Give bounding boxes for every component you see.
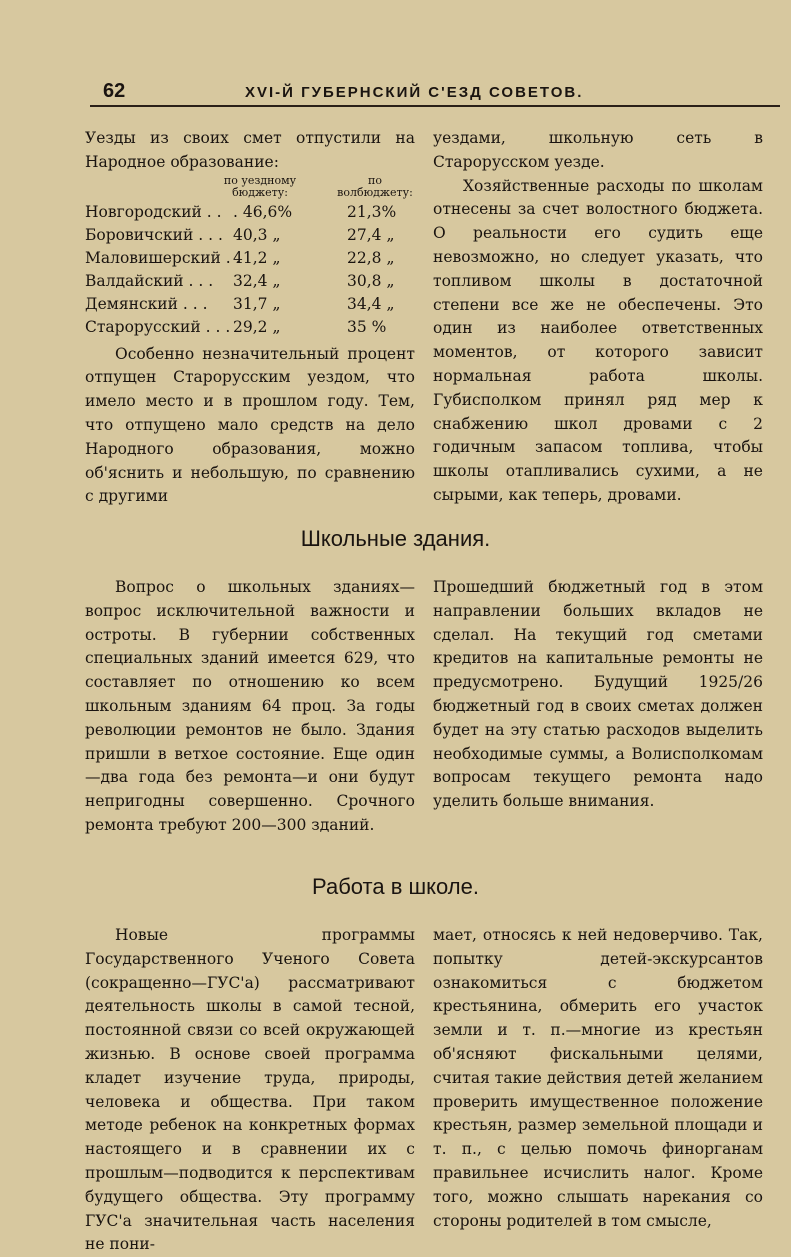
budget-table [85, 175, 415, 335]
budget-uezd-value: . 46,6% [233, 202, 293, 221]
budget-left-column [85, 127, 415, 509]
budget-vol-value: 27,4 „ [347, 225, 395, 244]
work-left-column [85, 924, 415, 1257]
budget-intro: Уезды из своих смет отпустили на Народное образование: [85, 129, 415, 171]
page-number: 62 [103, 80, 126, 102]
section-heading-work: Работа в школе. [312, 874, 479, 899]
budget-uezd-value: 29,2 „ [233, 317, 281, 336]
budget-right-column [433, 127, 763, 508]
budget-uezd-value: 40,3 „ [233, 225, 281, 244]
budget-uezd-value: 31,7 „ [233, 294, 281, 313]
work-paragraph-left: Новые программы Государственного Ученого Совета (сокращенно—ГУС'а) рассматривают деятельность школы в самой тесной, постоянной связи со всей окружающей жизнью. В основе своей программа кладет изучение труда, природы, человека и общества. При таком методе ребенок на конкретных формах настоящего и в сравнении их с прошлым—подводится к перспективам будущего общества. Эту программу ГУС'а значительная часть населения не пони- [85, 926, 415, 1254]
budget-district: Маловишерский . . [85, 248, 241, 267]
budget-district: Боровичский . . . [85, 225, 223, 244]
buildings-left-column [85, 576, 415, 838]
buildings-paragraph-right: Прошедший бюджетный год в этом направлении больших вкладов не сделал. На текущий год сметами кредитов на капитальные ремонты не предусмотрено. Будущий 1925/26 бюджетный год в своих сметах должен будет на эту статью расходов выделить необходимые суммы, а Волисполкомам вопросам текущего ремонта надо уделить больше внимания. [433, 578, 763, 811]
budget-paragraph-left: Особенно незначительный процент отпущен Старорусским уездом, что имело место и в прошлом году. Тем, что отпущено мало средств на дело Народного образования, можно об'яснить и небольшую, по сравнению с другими [85, 344, 415, 506]
budget-col-head-2: по волбюджету: [337, 173, 413, 199]
running-title: XVI-Й ГУБЕРНСКИЙ С'ЕЗД СОВЕТОВ. [245, 84, 584, 101]
budget-uezd-value: 41,2 „ [233, 248, 281, 267]
budget-row [85, 224, 405, 247]
budget-district: Валдайский . . . [85, 271, 214, 290]
buildings-paragraph-left: Вопрос о школьных зданиях—вопрос исключительной важности и остроты. В губернии собственных специальных зданий имеется 629, что составляет по отношению ко всем школьным зданиям 64 проц. За годы революции ремонтов не было. Здания пришли в ветхое состояние. Еще один—два года без ремонта—и они будут непригодны совершенно. Срочного ремонта требуют 200—300 зданий. [85, 578, 415, 834]
budget-vol-value: 30,8 „ [347, 271, 395, 290]
work-right-column [433, 924, 763, 1233]
budget-paragraph-right-1: уездами, школьную сеть в Старорусском уезде. [433, 129, 763, 171]
budget-district: Старорусский . . . [85, 317, 231, 336]
budget-vol-value: 35 % [347, 317, 387, 336]
budget-district: Новгородский . . [85, 202, 222, 221]
budget-row [85, 247, 405, 270]
header-rule [90, 105, 780, 107]
budget-vol-value: 22,8 „ [347, 248, 395, 267]
budget-vol-value: 21,3% [347, 202, 397, 221]
budget-uezd-value: 32,4 „ [233, 271, 281, 290]
budget-row [85, 201, 405, 224]
budget-paragraph-right-2: Хозяйственные расходы по школам отнесены за счет волостного бюджета. О реальности его судить еще невозможно, но следует указать, что топливом школы в достаточной степени все же не обеспечены. Это один из наиболее ответственных моментов, от которого зависит нормальная работа школы. Губисполком принял ряд мер к снабжению школ дровами с 2 годичным запасом топлива, чтобы школы отапливались сухими, а не сырыми, как теперь, дровами. [433, 176, 763, 504]
page-header [0, 78, 791, 106]
work-paragraph-right: мает, относясь к ней недоверчиво. Так, попытку детей-экскурсантов ознакомиться с бюджетом крестьянина, обмерить его участок земли и т. п.—многие из крестьян об'ясняют фискальными целями, считая такие действия детей желанием проверить имущественное положение крестьян, размер земельной площади и т. п., с целью помочь финорганам правильнее исчислить налог. Кроме того, можно слышать нарекания со стороны родителей в том смысле, [433, 926, 763, 1230]
budget-row [85, 316, 405, 339]
section-heading-buildings: Школьные здания. [300, 526, 491, 551]
budget-row [85, 293, 405, 316]
budget-vol-value: 34,4 „ [347, 294, 395, 313]
budget-district: Демянский . . . [85, 294, 208, 313]
budget-col-head-1: по уездному бюджету: [223, 173, 297, 199]
buildings-right-column [433, 576, 763, 814]
budget-row [85, 270, 405, 293]
